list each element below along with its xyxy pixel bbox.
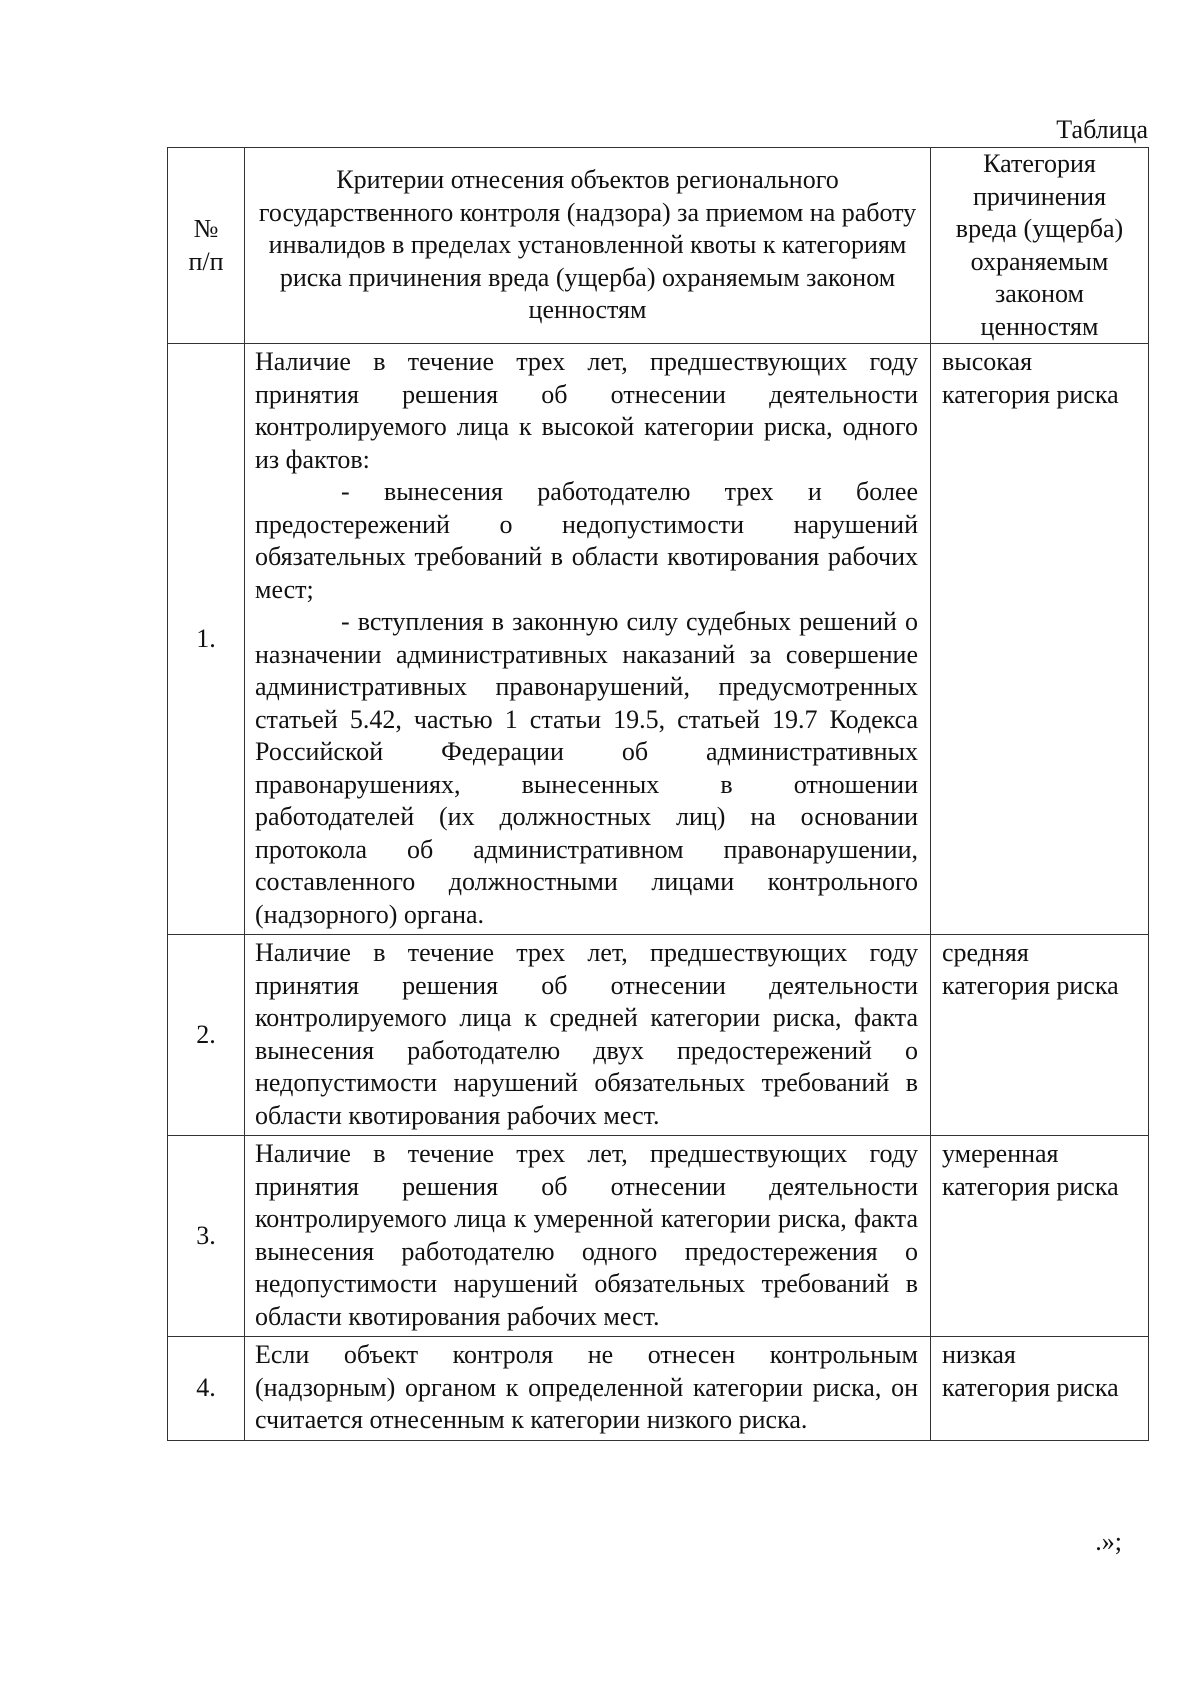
- risk-category-line: категория риска: [942, 1372, 1119, 1402]
- risk-category-line: категория риска: [942, 1171, 1119, 1201]
- header-category-line: причинения: [972, 181, 1107, 211]
- header-number-line: №: [193, 214, 219, 243]
- table-header-row: [168, 148, 1149, 344]
- row-number: 1.: [168, 344, 245, 935]
- criteria-cell: [245, 344, 931, 935]
- closing-quote-mark: .»;: [1095, 1527, 1122, 1556]
- risk-category-cell: [931, 1337, 1149, 1441]
- risk-category-line: категория риска: [942, 379, 1119, 409]
- table-row: [168, 935, 1149, 1136]
- criteria-paragraph: Наличие в течение трех лет, предшествующих году принятия решения об отнесении деятельности контролируемого лица к высокой категории риска, одного из фактов:: [255, 347, 918, 474]
- table-row: [168, 1337, 1149, 1441]
- criteria-paragraph: Наличие в течение трех лет, предшествующих году принятия решения об отнесении деятельности контролируемого лица к средней категории риска, факта вынесения работодателю двух предостережений о недопустимости нарушений обязательных требований в области квотирования рабочих мест.: [255, 938, 918, 1130]
- header-category-line: вреда (ущерба): [955, 214, 1124, 243]
- risk-category-cell: [931, 1136, 1149, 1337]
- risk-category-cell: [931, 344, 1149, 935]
- risk-criteria-table: [167, 147, 1149, 1441]
- criteria-paragraph: - вынесения работодателю трех и более предостережений о недопустимости нарушений обязательных требований в области квотирования рабочих мест;: [255, 477, 918, 604]
- risk-category-line: средняя: [942, 938, 1029, 967]
- header-number-line: п/п: [188, 246, 224, 276]
- header-number: [168, 148, 245, 344]
- criteria-paragraph: - вступления в законную силу судебных решений о назначении административных наказаний за совершение административных правонарушений, предусмотренных статьей 5.42, частью 1 статьи 19.5, статьей 19.7 Кодекса Российской Федерации об административных правонарушениях, вынесенных в отношении работодателей (их должностных лиц) на основании протокола об административном правонарушении, составленного должностными лицами контрольного (надзорного) органа.: [255, 607, 918, 929]
- criteria-cell: [245, 1337, 931, 1441]
- row-number: 2.: [168, 935, 245, 1136]
- criteria-cell: [245, 935, 931, 1136]
- risk-category-line: низкая: [942, 1340, 1016, 1369]
- header-category-line: ценностям: [980, 311, 1099, 341]
- row-number: 3.: [168, 1136, 245, 1337]
- criteria-paragraph: Наличие в течение трех лет, предшествующих году принятия решения об отнесении деятельности контролируемого лица к умеренной категории риска, факта вынесения работодателю одного предостережения о недопустимости нарушений обязательных требований в области квотирования рабочих мест.: [255, 1139, 918, 1331]
- table-row: [168, 1136, 1149, 1337]
- header-category: [931, 148, 1149, 344]
- row-number: 4.: [168, 1337, 245, 1441]
- criteria-paragraph: Если объект контроля не отнесен контрольным (надзорным) органом к определенной категории риска, он считается отнесенным к категории низкого риска.: [255, 1340, 918, 1434]
- header-criteria: Критерии отнесения объектов регионального государственного контроля (надзора) за приемом на работу инвалидов в пределах установленной квоты к категориям риска причинения вреда (ущерба) охраняемым законом ценностям: [245, 148, 931, 344]
- table-row: [168, 344, 1149, 935]
- header-category-line: Категория: [983, 149, 1096, 178]
- risk-category-line: умеренная: [942, 1139, 1059, 1168]
- table-caption: Таблица: [1056, 115, 1148, 144]
- criteria-cell: [245, 1136, 931, 1337]
- header-category-line: законом: [995, 279, 1084, 308]
- header-category-line: охраняемым: [970, 246, 1109, 276]
- risk-category-line: высокая: [942, 347, 1033, 376]
- risk-category-line: категория риска: [942, 970, 1119, 1000]
- risk-category-cell: [931, 935, 1149, 1136]
